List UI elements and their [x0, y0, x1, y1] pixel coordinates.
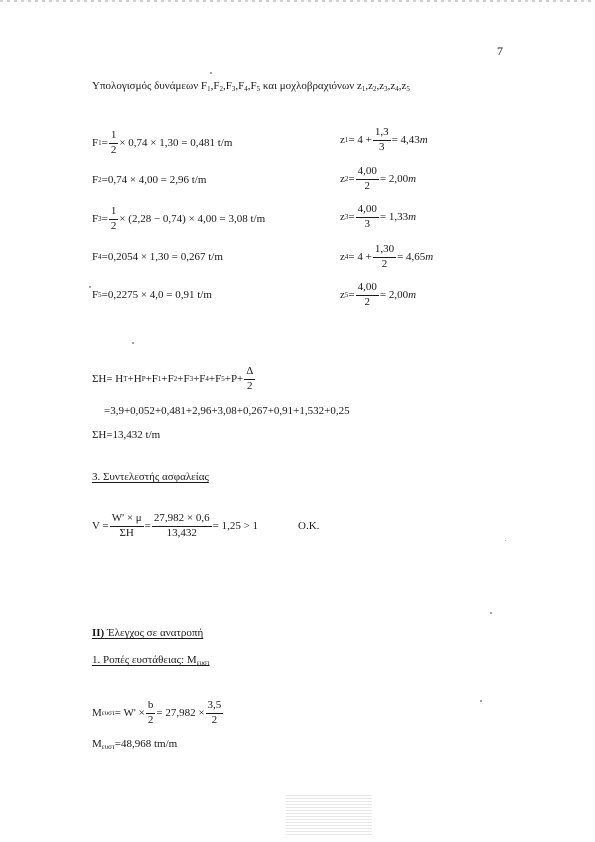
scan-top-edge	[0, 0, 595, 2]
scan-speck	[132, 342, 134, 344]
section-3-title: 3. Συντελεστής ασφαλείας	[92, 471, 209, 483]
sum-values-line: =3,9+0,052+0,481+2,96+3,08+0,267+0,91+1,532+0,25	[104, 405, 350, 417]
scan-speck	[480, 700, 482, 702]
force-equation-f1: F 1 = $\frac{1}{2}$ × 0,74 × 1,30 = 0,481 t/m	[92, 129, 233, 156]
safety-factor-equation: V = $\frac{W' \times \mu}{\Sigma H}$ = $\frac{27,982 \times 0,6}{13,432}$ = 1,25 > 1 O.K.	[92, 512, 320, 539]
scan-speck	[490, 612, 492, 614]
moment-result: $M_{\varepsilon\upsilon\sigma\tau}=48,968$ tm/m	[92, 738, 178, 751]
scan-noise-block	[286, 795, 372, 835]
moment-equation: Μ ευστ = W' × $\frac{b}{2}$ = 27,982 × $\frac{3,5}{2}$	[92, 699, 222, 726]
section-ii-subtitle: 1. Ροπές ευστάθειας: $M_{\varepsilon\upsilon\sigma\tau}$	[92, 654, 210, 667]
force-equation-f2: F 2 = 0,74 × 4,00 = 2,96 t/m	[92, 174, 207, 186]
section-ii-title: ΙΙ) Έλεγχος σε ανατροπή	[92, 627, 204, 639]
scan-speck	[505, 540, 506, 541]
arm-equation-z2: z 2 = $\frac{4,00}{2}$ = 2,00 m	[340, 165, 417, 192]
section-heading: Υπολογισμός δυνάμεων $F_1,F_2,F_3,F_4,F_5$ και μοχλοβραχιόνων $z_1,z_2,z_3,z_4,z_5$	[92, 80, 410, 93]
sum-result: ΣΗ=13,432 t/m	[92, 429, 161, 441]
ok-mark: O.K.	[298, 520, 320, 533]
scan-speck	[210, 72, 212, 74]
arm-equation-z4: z 4 = 4 + $\frac{1,30}{2}$ = 4,65 m	[340, 243, 434, 270]
force-equation-f3: F 3 = $\frac{1}{2}$ × (2,28 − 0,74) × 4,00 = 3,08 t/m	[92, 205, 266, 232]
page-number: 7	[497, 44, 503, 58]
force-equation-f5: F 5 = 0,2275 × 4,0 = 0,91 t/m	[92, 289, 212, 301]
arm-equation-z5: z 5 = $\frac{4,00}{2}$ = 2,00 m	[340, 281, 417, 308]
force-equation-f4: F 4 = 0,2054 × 1,30 = 0,267 t/m	[92, 251, 223, 263]
scan-speck	[89, 286, 91, 288]
arm-equation-z1: z 1 = 4 + $\frac{1,3}{3}$ = 4,43 m	[340, 126, 428, 153]
sum-equation: ΣΗ= Η Τ +Η Ρ +F 1 +F 2 +F 3 +F 4 +F 5 +P+ $\frac{\Delta}{2}$	[92, 365, 254, 392]
arm-equation-z3: z 3 = $\frac{4,00}{3}$ = 1,33 m	[340, 203, 417, 230]
